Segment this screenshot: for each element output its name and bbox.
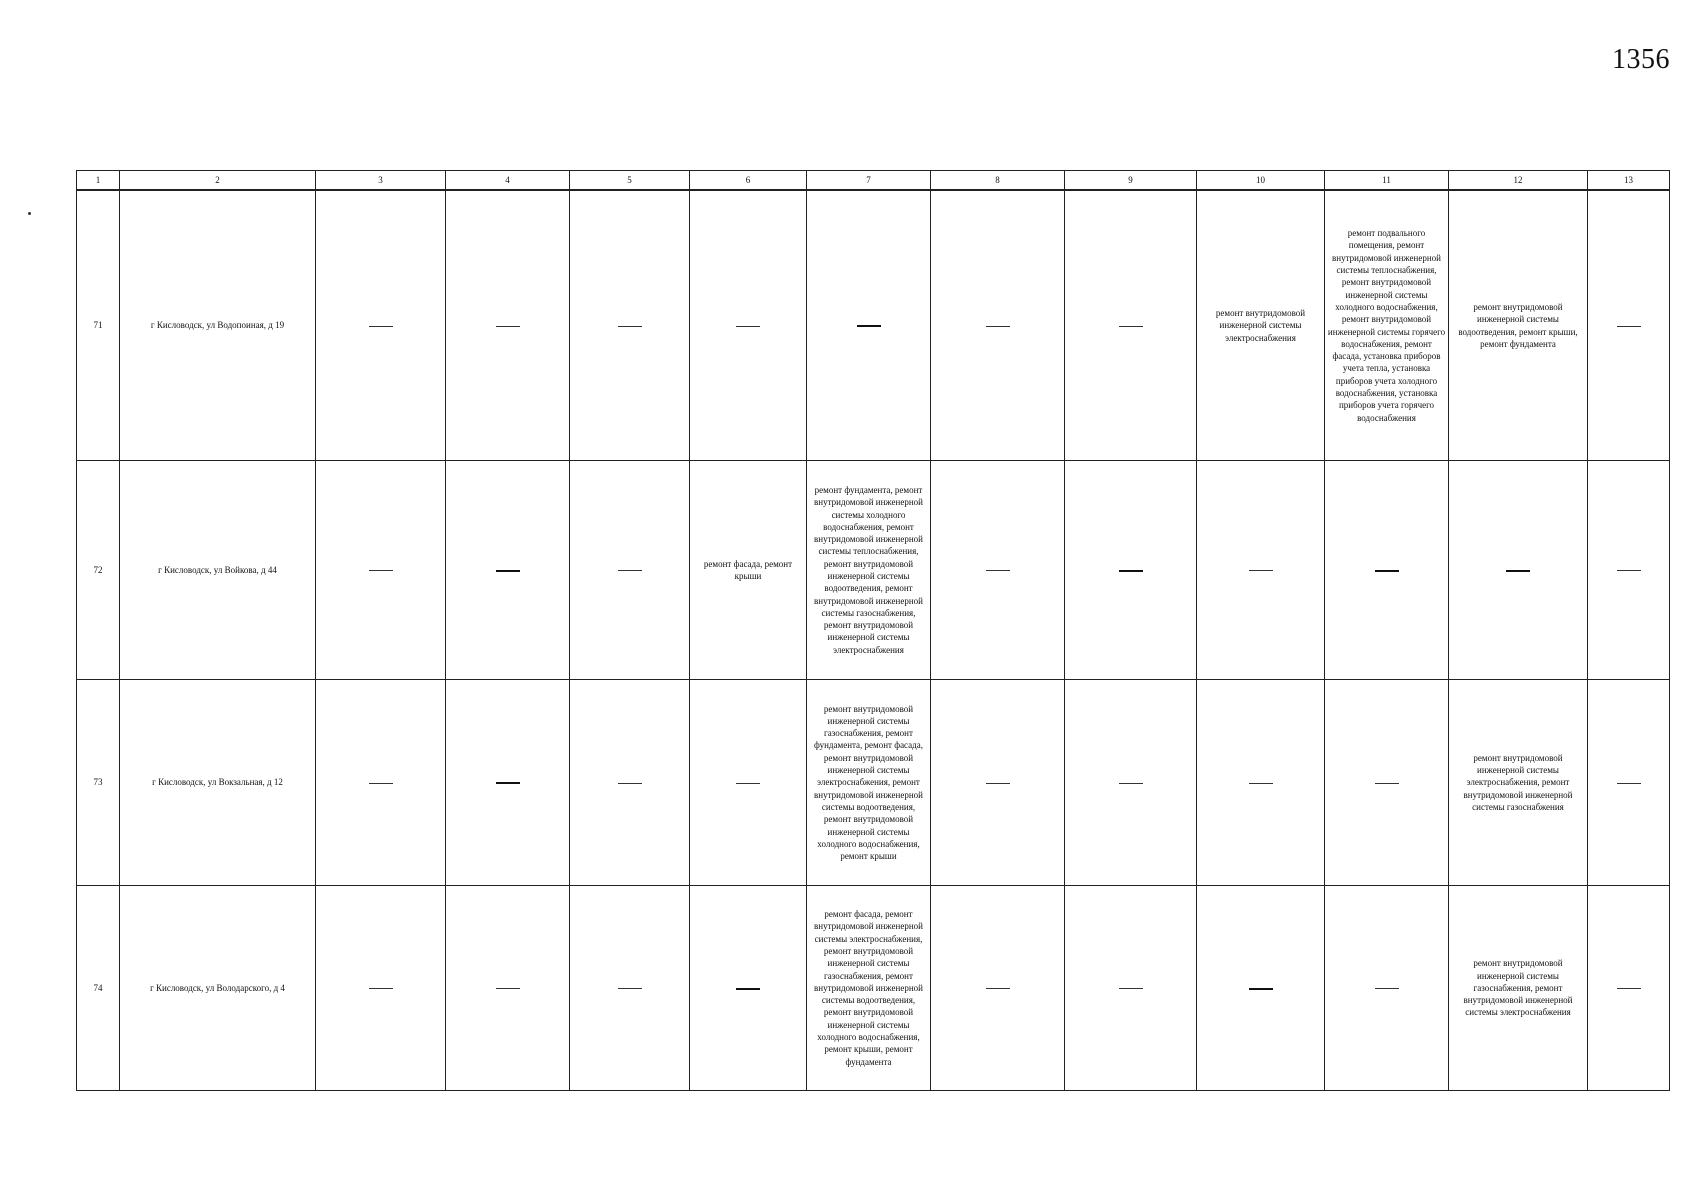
dash (986, 988, 1010, 989)
dash (496, 782, 520, 784)
works-cell: ремонт внутридомовой инженерной системы газоснабжения, ремонт внутридомовой инженерной системы электроснабжения (1449, 886, 1588, 1091)
dash (1506, 570, 1530, 572)
row-number: 74 (77, 886, 120, 1091)
empty-cell (1197, 461, 1325, 680)
dash (369, 988, 393, 989)
dash (1119, 570, 1143, 572)
dash (1119, 326, 1143, 327)
dash (496, 988, 520, 989)
dash (1375, 570, 1399, 572)
column-header: 3 (316, 171, 446, 191)
empty-cell (931, 680, 1065, 886)
table-row (77, 680, 1670, 886)
address-cell: г Кисловодск, ул Володарского, д 4 (120, 886, 316, 1091)
column-header: 11 (1325, 171, 1449, 191)
empty-cell (316, 190, 446, 461)
dash (736, 783, 760, 784)
works-cell: ремонт внутридомовой инженерной системы газоснабжения, ремонт фундамента, ремонт фасада, ремонт внутридомовой инженерной системы электроснабжения, ремонт внутридомовой инженерной системы водоотведения, ремонт внутридомовой инженерной системы холодного водоснабжения, ремонт крыши (807, 680, 931, 886)
dash (618, 570, 642, 571)
dash (1249, 988, 1273, 990)
dash (1617, 783, 1641, 784)
address-cell: г Кисловодск, ул Вокзальная, д 12 (120, 680, 316, 886)
works-cell: ремонт фасада, ремонт внутридомовой инженерной системы электроснабжения, ремонт внутридомовой инженерной системы газоснабжения, ремонт внутридомовой инженерной системы водоотведения, ремонт внутридомовой инженерной системы холодного водоснабжения, ремонт крыши, ремонт фундамента (807, 886, 931, 1091)
column-header: 5 (570, 171, 690, 191)
dash (1119, 988, 1143, 989)
row-number: 73 (77, 680, 120, 886)
address-cell: г Кисловодск, ул Войкова, д 44 (120, 461, 316, 680)
dash (1249, 570, 1273, 571)
table-row (77, 886, 1670, 1091)
scan-mark (28, 212, 31, 215)
empty-cell (1588, 886, 1670, 1091)
dash (496, 326, 520, 327)
dash (986, 326, 1010, 327)
column-header: 1 (77, 171, 120, 191)
dash (986, 570, 1010, 571)
empty-cell (931, 461, 1065, 680)
column-header: 12 (1449, 171, 1588, 191)
column-header: 4 (446, 171, 570, 191)
dash (618, 988, 642, 989)
empty-cell (1065, 886, 1197, 1091)
works-cell: ремонт внутридомовой инженерной системы электроснабжения, ремонт внутридомовой инженерной системы газоснабжения (1449, 680, 1588, 886)
empty-cell (446, 886, 570, 1091)
empty-cell (807, 190, 931, 461)
empty-cell (316, 461, 446, 680)
empty-cell (1325, 886, 1449, 1091)
works-cell: ремонт фундамента, ремонт внутридомовой инженерной системы холодного водоснабжения, ремонт внутридомовой инженерной системы теплоснабжения, ремонт внутридомовой инженерной системы водоотведения, ремонт внутридомовой инженерной системы газоснабжения, ремонт внутридомовой инженерной системы электроснабжения (807, 461, 931, 680)
row-number: 71 (77, 190, 120, 461)
dash (1617, 988, 1641, 989)
dash (369, 783, 393, 784)
empty-cell (690, 680, 807, 886)
empty-cell (1197, 886, 1325, 1091)
works-cell: ремонт внутридомовой инженерной системы водоотведения, ремонт крыши, ремонт фундамента (1449, 190, 1588, 461)
empty-cell (690, 886, 807, 1091)
empty-cell (446, 461, 570, 680)
works-cell: ремонт подвального помещения, ремонт внутридомовой инженерной системы теплоснабжения, ремонт внутридомовой инженерной системы холодного водоснабжения, ремонт внутридомовой инженерной системы горячего водоснабжения, ремонт фасада, установка приборов учета тепла, установка приборов учета холодного водоснабжения, установка приборов учета горячего водоснабжения (1325, 190, 1449, 461)
page-number: 1356 (1612, 44, 1670, 75)
empty-cell (570, 461, 690, 680)
empty-cell (931, 190, 1065, 461)
empty-cell (1065, 680, 1197, 886)
dash (496, 570, 520, 572)
empty-cell (1588, 461, 1670, 680)
empty-cell (1588, 680, 1670, 886)
empty-cell (1449, 461, 1588, 680)
empty-cell (1065, 190, 1197, 461)
dash (1119, 783, 1143, 784)
dash (736, 988, 760, 990)
dash (369, 326, 393, 327)
column-header: 9 (1065, 171, 1197, 191)
dash (369, 570, 393, 571)
empty-cell (570, 190, 690, 461)
empty-cell (316, 886, 446, 1091)
column-header: 2 (120, 171, 316, 191)
dash (1375, 783, 1399, 784)
address-cell: г Кисловодск, ул Водопоиная, д 19 (120, 190, 316, 461)
empty-cell (1325, 680, 1449, 886)
works-cell: ремонт внутридомовой инженерной системы электроснабжения (1197, 190, 1325, 461)
empty-cell (570, 886, 690, 1091)
dash (618, 326, 642, 327)
dash (986, 783, 1010, 784)
dash (1617, 326, 1641, 327)
dash (736, 326, 760, 327)
dash (857, 325, 881, 327)
dash (1249, 783, 1273, 784)
table-row (77, 461, 1670, 680)
column-header: 7 (807, 171, 931, 191)
empty-cell (446, 190, 570, 461)
empty-cell (316, 680, 446, 886)
column-header: 8 (931, 171, 1065, 191)
dash (1617, 570, 1641, 571)
column-header: 13 (1588, 171, 1670, 191)
empty-cell (1325, 461, 1449, 680)
empty-cell (1197, 680, 1325, 886)
column-header: 6 (690, 171, 807, 191)
table-row (77, 190, 1670, 461)
empty-cell (690, 190, 807, 461)
empty-cell (931, 886, 1065, 1091)
empty-cell (1588, 190, 1670, 461)
empty-cell (570, 680, 690, 886)
column-number-row (77, 171, 1670, 191)
dash (1375, 988, 1399, 989)
works-cell: ремонт фасада, ремонт крыши (690, 461, 807, 680)
repair-schedule-table (76, 170, 1670, 1091)
row-number: 72 (77, 461, 120, 680)
column-header: 10 (1197, 171, 1325, 191)
empty-cell (1065, 461, 1197, 680)
empty-cell (446, 680, 570, 886)
dash (618, 783, 642, 784)
